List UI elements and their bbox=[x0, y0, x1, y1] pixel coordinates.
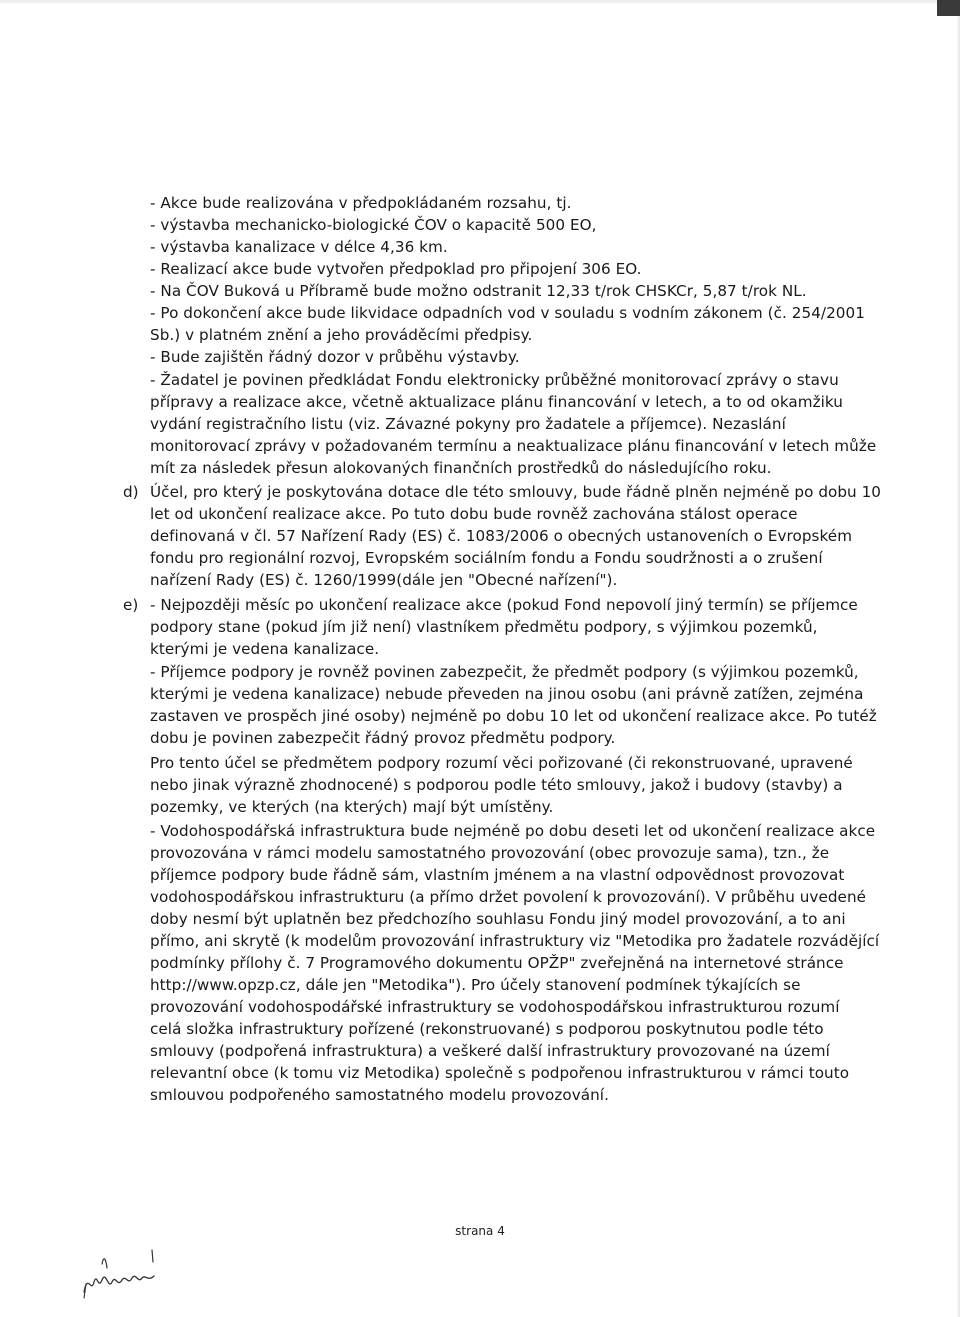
text-line: - Žadatel je povinen předkládat Fondu elektronicky průběžné monitorovací zprávy o stavu bbox=[150, 371, 839, 389]
text-line: - výstavba kanalizace v délce 4,36 km. bbox=[150, 238, 448, 256]
text-line: smlouvou podpořeného samostatného modelu provozování. bbox=[150, 1086, 609, 1104]
text-line: příjemce podpory bude řádně sám, vlastním jménem a na vlastní odpovědnost provozovat bbox=[150, 866, 845, 884]
text-line: zastaven ve prospěch jiné osoby) nejméně po dobu 10 let od ukončení realizace akce. Po tutéž bbox=[150, 707, 877, 725]
text-line: Účel, pro který je poskytována dotace dle této smlouvy, bude řádně plněn nejméně po dobu 10 bbox=[150, 483, 882, 501]
text-line: - výstavba mechanicko-biologické ČOV o kapacitě 500 EO, bbox=[150, 216, 597, 234]
item-label-e: e) bbox=[123, 596, 139, 614]
text-line: - Příjemce podpory je rovněž povinen zabezpečit, že předmět podpory (s výjimkou pozemků, bbox=[150, 663, 859, 681]
text-line: - Realizací akce bude vytvořen předpoklad pro připojení 306 EO. bbox=[150, 260, 642, 278]
text-line: smlouvy (podpořená infrastruktura) a veškeré další infrastruktury provozované na území bbox=[150, 1042, 830, 1060]
page-number: strana 4 bbox=[455, 1224, 505, 1238]
text-line: let od ukončení realizace akce. Po tuto dobu bude rovněž zachována stálost operace bbox=[150, 505, 798, 523]
text-line: Pro tento účel se předmětem podpory rozumí věci pořizované (či rekonstruované, upravené bbox=[150, 754, 853, 772]
scan-edge-top bbox=[0, 0, 960, 3]
handwritten-initials-signature bbox=[82, 1242, 162, 1302]
text-line: relevantní obce (k tomu viz Metodika) společně s podpořenou infrastrukturou v rámci touto bbox=[150, 1064, 850, 1082]
text-line: kterými je vedena kanalizace) nebude převeden na jinou osobu (ani právně zatížen, zejména bbox=[150, 685, 864, 703]
text-line: nebo jinak výrazně zhodnocené) s podporou podle této smlouvy, jakož i budovy (stavby) a bbox=[150, 776, 843, 794]
text-line: nařízení Rady (ES) č. 1260/1999(dále jen "Obecné nařízení"). bbox=[150, 571, 618, 589]
text-line: přímo, ani skrytě (k modelům provozování infrastruktury viz "Metodika pro žadatele rozvádějící bbox=[150, 932, 880, 950]
text-line: podmínky přílohy č. 7 Programového dokumentu OPŽP" zveřejněná na internetové stránce bbox=[150, 954, 844, 972]
text-line: - Po dokončení akce bude likvidace odpadních vod v souladu s vodním zákonem (č. 254/2001 bbox=[150, 304, 865, 322]
text-line: http://www.opzp.cz, dále jen "Metodika"). Pro účely stanovení podmínek týkajících se bbox=[150, 976, 801, 994]
item-label-d: d) bbox=[123, 483, 139, 501]
text-line: mít za následek přesun alokovaných finančních prostředků do následujícího roku. bbox=[150, 459, 772, 477]
scan-corner-mark bbox=[937, 0, 960, 16]
text-line: vydání registračního listu (viz. Závazné pokyny pro žadatele a příjemce). Nezaslání bbox=[150, 415, 786, 433]
text-line: provozována v rámci modelu samostatného provozování (obec provozuje sama), tzn., že bbox=[150, 844, 830, 862]
text-line: vodohospodářskou infrastrukturu (a přímo držet povolení k provozování). V průběhu uvedené bbox=[150, 888, 867, 906]
text-line: - Na ČOV Buková u Příbramě bude možno odstranit 12,33 t/rok CHSKCr, 5,87 t/rok NL. bbox=[150, 282, 807, 300]
text-line: Sb.) v platném znění a jeho prováděcími předpisy. bbox=[150, 326, 533, 344]
text-line: doby nesmí být uplatněn bez předchozího souhlasu Fondu jiný model provozování, a to ani bbox=[150, 910, 846, 928]
text-line: monitorovací zprávy v požadovaném termínu a neaktualizace plánu financování v letech může bbox=[150, 437, 877, 455]
text-line: kterými je vedena kanalizace. bbox=[150, 640, 380, 658]
text-line: pozemky, ve kterých (na kterých) mají být umístěny. bbox=[150, 798, 554, 816]
scan-edge-right bbox=[956, 0, 960, 1317]
text-line: přípravy a realizace akce, včetně aktualizace plánu financování v letech, a to od okamžiku bbox=[150, 393, 843, 411]
text-line: dobu je povinen zabezpečit řádný provoz předmětu podpory. bbox=[150, 729, 616, 747]
text-line: fondu pro regionální rozvoj, Evropském sociálním fondu a Fondu soudržnosti a o zrušení bbox=[150, 549, 823, 567]
text-line: - Akce bude realizována v předpokládaném rozsahu, tj. bbox=[150, 194, 572, 212]
text-line: celá složka infrastruktury pořízené (rekonstruované) s podporou poskytnutou podle této bbox=[150, 1020, 824, 1038]
text-line: - Nejpozději měsíc po ukončení realizace akce (pokud Fond nepovolí jiný termín) se příjemce bbox=[150, 596, 858, 614]
text-line: definovaná v čl. 57 Nařízení Rady (ES) č. 1083/2006 o obecných ustanoveních o Evropském bbox=[150, 527, 853, 545]
text-line: podpory stane (pokud jím již není) vlastníkem předmětu podpory, s výjimkou pozemků, bbox=[150, 618, 818, 636]
text-line: provozování vodohospodářské infrastruktury se vodohospodářskou infrastrukturou rozumí bbox=[150, 998, 840, 1016]
text-line: - Vodohospodářská infrastruktura bude nejméně po dobu deseti let od ukončení realizace akce bbox=[150, 822, 876, 840]
text-line: - Bude zajištěn řádný dozor v průběhu výstavby. bbox=[150, 348, 520, 366]
